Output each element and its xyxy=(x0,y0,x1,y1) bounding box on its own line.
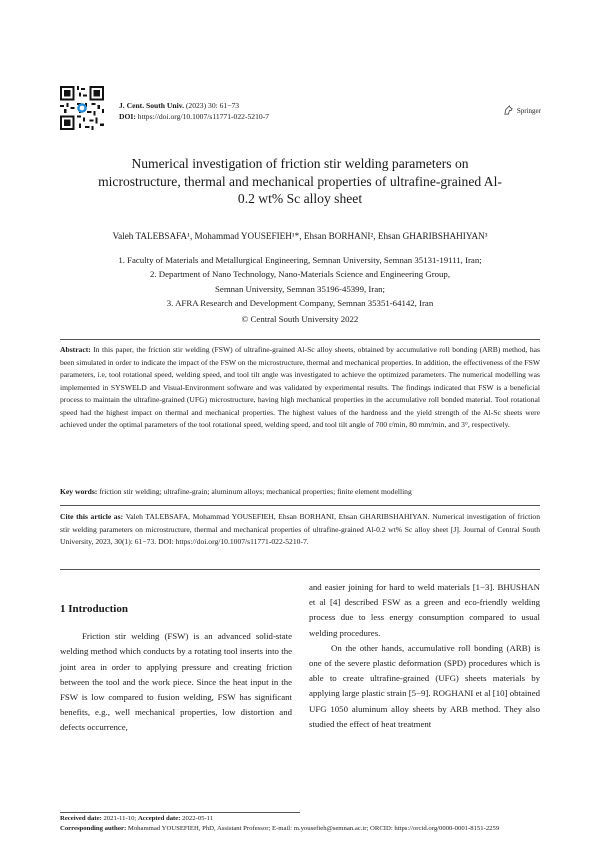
corresponding-info: Mohammad YOUSEFIEH, PhD, Assistant Professor; E-mail: m.yousefieh@semnan.ac.ir; ORCID: https://orcid.org/0000-0001-8151-2259 xyxy=(127,824,500,832)
keywords-label: Key words: xyxy=(60,487,98,496)
section-heading: 1 Introduction xyxy=(60,603,128,615)
journal-name: J. Cent. South Univ. xyxy=(119,101,184,110)
affiliations xyxy=(60,253,540,310)
citation-divider xyxy=(60,569,540,570)
abstract xyxy=(60,344,540,432)
citation-text: Valeh TALEBSAFA, Mohammad YOUSEFIEH, Ehsan BORHANI, Ehsan GHARIBSHAHIYAN. Numerical investigation of friction stir welding parameters on microstructure, thermal and mechanical properties of ultrafine-grained Al-0.2 wt% Sc alloy sheet [J]. Journal of Central South University, 2023, 30(1): 61−73. DOI: https://doi.org/10.1007/s11771-022-5210-7. xyxy=(60,512,540,546)
top-divider xyxy=(60,339,540,340)
springer-horse-icon xyxy=(503,105,514,116)
accepted-label: Accepted date: xyxy=(137,815,181,822)
keywords-divider xyxy=(60,505,540,506)
affiliation-line: 1. Faculty of Materials and Metallurgical Engineering, Semnan University, Semnan 35131-19111, Iran; xyxy=(118,255,482,265)
publisher-name: Springer xyxy=(516,106,541,115)
affiliation-line: 3. AFRA Research and Development Company, Semnan 35351-64142, Iran xyxy=(166,297,434,308)
keywords xyxy=(60,486,540,499)
keywords-text: friction stir welding; ultrafine-grain; aluminum alloys; mechanical properties; finite element modelling xyxy=(99,487,412,496)
accepted-date: 2022-05-11 xyxy=(182,815,214,822)
journal-issue: (2023) 30: 61−73 xyxy=(185,101,240,110)
abstract-label: Abstract: xyxy=(60,345,91,354)
left-column xyxy=(60,602,292,736)
received-date: 2021-11-10; xyxy=(103,815,137,822)
affiliation-line: Semnan University, Semnan 35196-45399, Iran; xyxy=(215,283,385,294)
corresponding-label: Corresponding author: xyxy=(60,824,127,832)
right-column xyxy=(309,580,540,732)
citation-label: Cite this article as: xyxy=(60,512,124,521)
received-label: Received date: xyxy=(60,815,102,822)
doi-label: DOI: xyxy=(119,112,136,121)
publisher-logo xyxy=(503,105,541,116)
footnote-divider xyxy=(60,812,300,813)
affiliation-line: 2. Department of Nano Technology, Nano-Materials Science and Engineering Group, xyxy=(149,269,451,280)
intro-paragraph: On the other hands, accumulative roll bonding (ARB) is one of the severe plastic deformation (SPD) procedures which is able to create ultrafine-grained (UFG) sheets materials by applying large plastic strain [5−9]. ROGHANI et al [10] obtained UFG 1050 aluminum alloy sheets by ARB method. They also studied the effect of heat treatment xyxy=(309,642,540,729)
paper-title: Numerical investigation of friction stir welding parameters on microstructure, thermal and mechanical properties of ultrafine-grained Al-0.2 wt% Sc alloy sheet xyxy=(98,156,502,206)
abstract-text: In this paper, the friction stir welding (FSW) of ultrafine-grained Al-Sc alloy sheets, obtained by accumulative roll bonding (ARB) method, has been simulated in order to indicate the impact of the FSW on the microstructure, thermal and mechanical properties. In addition, the effectiveness of the FSW parameters, i.e, tool rotational speed, welding speed, and tool tilt angle was investigated to achieve the optimized parameters. The numerical modelling was implemented in SYSWELD and Visual-Environment software and was validated by experimental results. The findings indicated that FSW is a beneficial process to maintain the ultrafine-grained (UFG) microstructure, having high mechanical properties in the accumulative roll bonded material. Tool rotational speed had the highest impact on thermal and mechanical properties. The highest values of the hardness and the yield strength of the Al-Sc sheets were achieved under the optimal parameters of the tool rotational speed, welding speed, and tool tilt angle of 700 r/min, 80 mm/min, and 3°, respectively. xyxy=(60,345,540,429)
author-list: Valeh TALEBSAFA¹, Mohammad YOUSEFIEH¹*, Ehsan BORHANI², Ehsan GHARIBSHAHIYAN³ xyxy=(112,231,488,241)
copyright-line: © Central South University 2022 xyxy=(241,314,359,324)
qr-code xyxy=(60,86,104,130)
journal-header xyxy=(119,100,269,122)
footnote xyxy=(60,814,540,833)
doi-link[interactable]: https://doi.org/10.1007/s11771-022-5210-7 xyxy=(137,112,269,121)
intro-paragraph: and easier joining for hard to weld materials [1−3]. BHUSHAN et al [4] described FSW as a green and eco-friendly welding process due to less energy consumption compared to usual welding procedures. xyxy=(309,582,540,638)
intro-paragraph: Friction stir welding (FSW) is an advanced solid-state welding method which conducts by a rotating tool inserts into the joint area in order to applying pressure and creating friction between the tool and the work piece. Since the heat input in the FSW is low compared to fusion welding, FSW has significant benefits, e.g., well mechanical properties, low distortion and defects occurrence, xyxy=(60,631,292,733)
citation xyxy=(60,511,540,549)
